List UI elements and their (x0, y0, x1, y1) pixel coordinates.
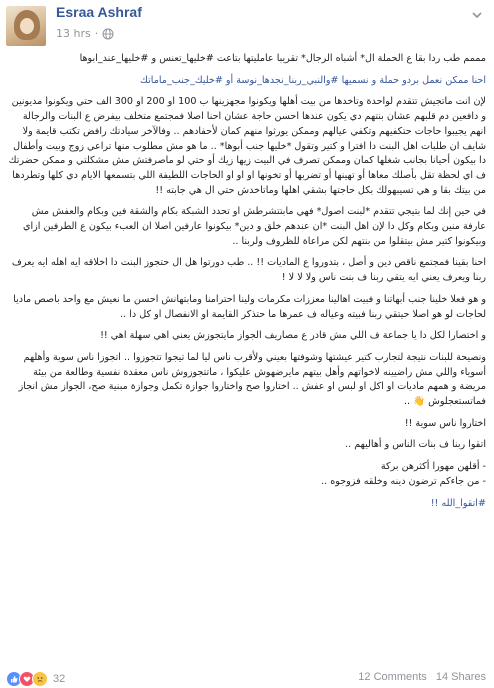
avatar-face (20, 18, 34, 34)
post-paragraph: اتقوا ربنا ف بنات الناس و أهاليهم .. (345, 439, 486, 451)
post-paragraph: لإن انت ماتجيش تتقدم لواحدة وتاخدها من بيت أهلها ويكونوا مجهزينها ب 100 او 200 او 300 الف حتي ويكونوا مديونين و دافعين دم قلبهم عشان بنتهم دي يكون عندها احسن حاجة عشان احنا اصلا فمجتمع متخلف بيفرض ع البنات والرجالة انهم يجيبوا حاجات حتكفيهم وتكفي عيالهم وممكن يورثوا منهم كمان لأحفادهم .. وفالآخر سيادتك رافض تكتب قايمة ولا شايف ان طلبات اهل البنت دا افترا و كتير وتقول *خليها جنب أبوها* .. ما هو مش مطلوب منها تراعي زوج وبيت وأطفال دا بيكون أحيانا بجانب شغلها كمان وممكن تصرف في البيت زيها زيك أو حتي لو ماصرفتش مش مشكلتي و ممكن حضرتك ف اي لحظة تقل بأصلك معاها أو تهينها أو تضربها أو تخونها او او او الحاجات اللطيفة اللي بتسمعها الايام دي كلها وتطردها من بيتك بقا و هي تسيبهولك بكل حاجتها بشقي اهلها وماتاخدش حتي ال هي جابته !! (8, 96, 486, 196)
globe-icon[interactable] (102, 28, 114, 40)
post-paragraph: و هو فعلا خلينا جنب أبهاتنا و فبيت اهالينا معززات مكرمات ولينا احترامنا ومابتهانش احسن ما نعيش مع واحد باصص ماديا لحاجات لو هو اصلا حيتقي ربنا فبيته وعياله ف عمرها ما حتذكر القايمة او الانفصال او كل دا .. (13, 293, 486, 320)
reaction-count: 32 (53, 673, 66, 685)
author-avatar[interactable] (6, 6, 46, 46)
post-paragraph: و اختصارا لكل دا يا جماعة ف اللي مش قادر ع مصاريف الجواز مايتجوزش يعني اهي سهلة اهي !! (100, 330, 486, 342)
post-text (6, 52, 486, 518)
post-meta (56, 27, 114, 40)
post-paragraph: - من جاءكم ترضون دينه وخلقه فزوجوه .. (321, 475, 486, 487)
sad-icon (32, 671, 48, 687)
shares-link[interactable]: 14 Shares (435, 671, 486, 683)
post-paragraph: في حين إنك لما بتيجي تتقدم *لبنت اصول* فهي مابتتشرطش او تحدد الشبكة بكام والشقة فين وبكام والعفش مش عارفة منين وبكام وكل دا لإن اهل البنت *ان عندهم خلق و دين* بيكونوا عارفين اصلا ان العبء بيكون ع الطرفين ازاي وبيكونوا كتير مش بيتقلوا من بنتهم لكن مراعاة للظروف ولربنا .. (22, 206, 486, 247)
post-paragraph: احنا بقينا فمجتمع ناقص دين و أصل ، بتدوروا ع الماديات !! .. طب دورتوا هل ال حتجوز البنت دا اخلاقه ايه اهله ايه يعرف ربنا ويعرف يعني ايه يتقي ربنا ف بنت ناس ولا لا لا ! (11, 257, 486, 284)
post-paragraph: ونصيحة للبنات نتيجة لتجارب كتير عيشتها وشوفتها بعيني ولأقرب ناس ليا لما تيجوا تتجوزوا .. اتجوزا ناس سوية وأهلهم أسوياء واللي مش راضيينه لاخواتهم وأهل بيتهم مايرضهوش عليكوا ، ماتتجوزوش ناس معقدة نفسية وطالعة من بيئة مريضة و همهم ماديات او اكل او لبس او عفش .. اختاروا صح واختاروا جوازة تكمل وجوازة مبنية صح، الجواز مش انجاز فماتستعجلوش 👋 .. (18, 351, 486, 408)
post-paragraph: - أقلهن مهورا أكثرهن بركة (380, 461, 486, 473)
reactions-summary[interactable] (6, 671, 65, 687)
meta-separator: · (94, 27, 99, 40)
post-time[interactable]: 13 hrs (56, 27, 91, 40)
post-paragraph: مممم طب ردا بقا ع الحملة ال* أشباه الرجال* تقريبا عامليتها بتاعت #خليها_تعنس و #خليها_عند_ابوها (79, 53, 486, 64)
comments-link[interactable]: 12 Comments (358, 671, 427, 683)
post-header (0, 0, 494, 52)
chevron-down-icon[interactable] (470, 8, 484, 22)
post-hashtag[interactable]: #اتقوا_الله !! (430, 497, 486, 509)
engagement-counts (352, 671, 486, 683)
post-paragraph-hashtags[interactable]: احنا ممكن نعمل بردو حملة و نسميها #والنبي_ربنا_نجدها_نوسة أو #خليك_جنب_ماماتك (140, 74, 486, 86)
author-name[interactable]: Esraa Ashraf (56, 4, 142, 20)
post-footer (0, 671, 494, 688)
post-paragraph: اختاروا ناس سوية !! (404, 417, 486, 429)
